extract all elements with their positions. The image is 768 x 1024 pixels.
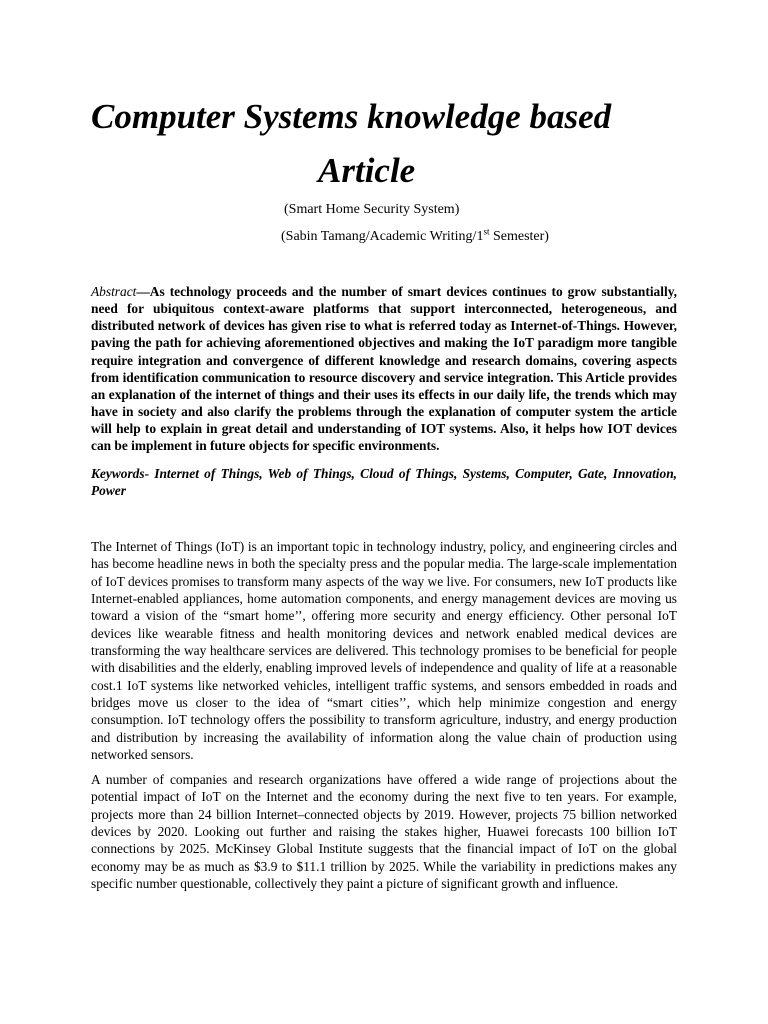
abstract (91, 283, 677, 455)
keywords: Keywords- Internet of Things, Web of Things, Cloud of Things, Systems, Computer, Gate, Innovation, Power (91, 466, 677, 499)
title-line-1: Computer Systems knowledge based (91, 97, 612, 136)
abstract-label: Abstract (91, 284, 137, 299)
subtitle-author-post: Semester) (489, 229, 549, 244)
title-line-2: Article (318, 151, 416, 190)
body-paragraph-1: The Internet of Things (IoT) is an important topic in technology industry, policy, and engineering circles and has become headline news in both the specialty press and the popular media. The large-scale implementation of IoT devices promises to transform many aspects of the way we live. For consumers, new IoT products like Internet-enabled appliances, home automation components, and energy management devices are moving us toward a vision of the “smart home’’, offering more security and energy efficiency. Other personal IoT devices like wearable fitness and health monitoring devices and network enabled medical devices are transforming the way healthcare services are delivered. This technology promises to be beneficial for people with disabilities and the elderly, enabling improved levels of independence and quality of life at a reasonable cost.1 IoT systems like networked vehicles, intelligent traffic systems, and sensors embedded in roads and bridges move us closer to the idea of “smart cities’’, which help minimize congestion and energy consumption. IoT technology offers the possibility to transform agriculture, industry, and energy production and distribution by increasing the availability of information along the value chain of production using networked sensors. (91, 539, 677, 763)
subtitle-author-sup: st (483, 226, 490, 237)
body-paragraph-2: A number of companies and research organizations have offered a wide range of projections about the potential impact of IoT on the Internet and the economy during the next five to ten years. For example, projects more than 24 billion Internet–connected objects by 2019. However, projects 75 billion networked devices by 2020. Looking out further and raising the stakes higher, Huawei forecasts 100 billion IoT connections by 2025. McKinsey Global Institute suggests that the financial impact of IoT on the global economy may be as much as $3.9 to $11.1 trillion by 2025. While the variability in predictions makes any specific number questionable, collectively they paint a picture of significant growth and influence. (91, 772, 677, 892)
subtitle-author (281, 228, 549, 246)
subtitle-topic: (Smart Home Security System) (284, 202, 460, 217)
abstract-text: —As technology proceeds and the number of smart devices continues to grow substantially, need for ubiquitous context-aware platforms that support interconnected, heterogeneous, and distributed network of devices has given rise to what is referred today as Internet-of-Things. However, paving the path for achieving aforementioned objectives and making the IoT paradigm more tangible require integration and convergence of different knowledge and research domains, covering aspects from identification communication to resource discovery and service integration. This Article provides an explanation of the internet of things and their uses its effects in our daily life, the trends which may have in society and also clarify the problems through the explanation of computer system the article will help to explain in great detail and understanding of IOT systems. Also, it helps how IOT devices can be implement in future objects for specific environments. (91, 284, 677, 454)
subtitle-author-pre: (Sabin Tamang/Academic Writing/1 (281, 229, 484, 244)
